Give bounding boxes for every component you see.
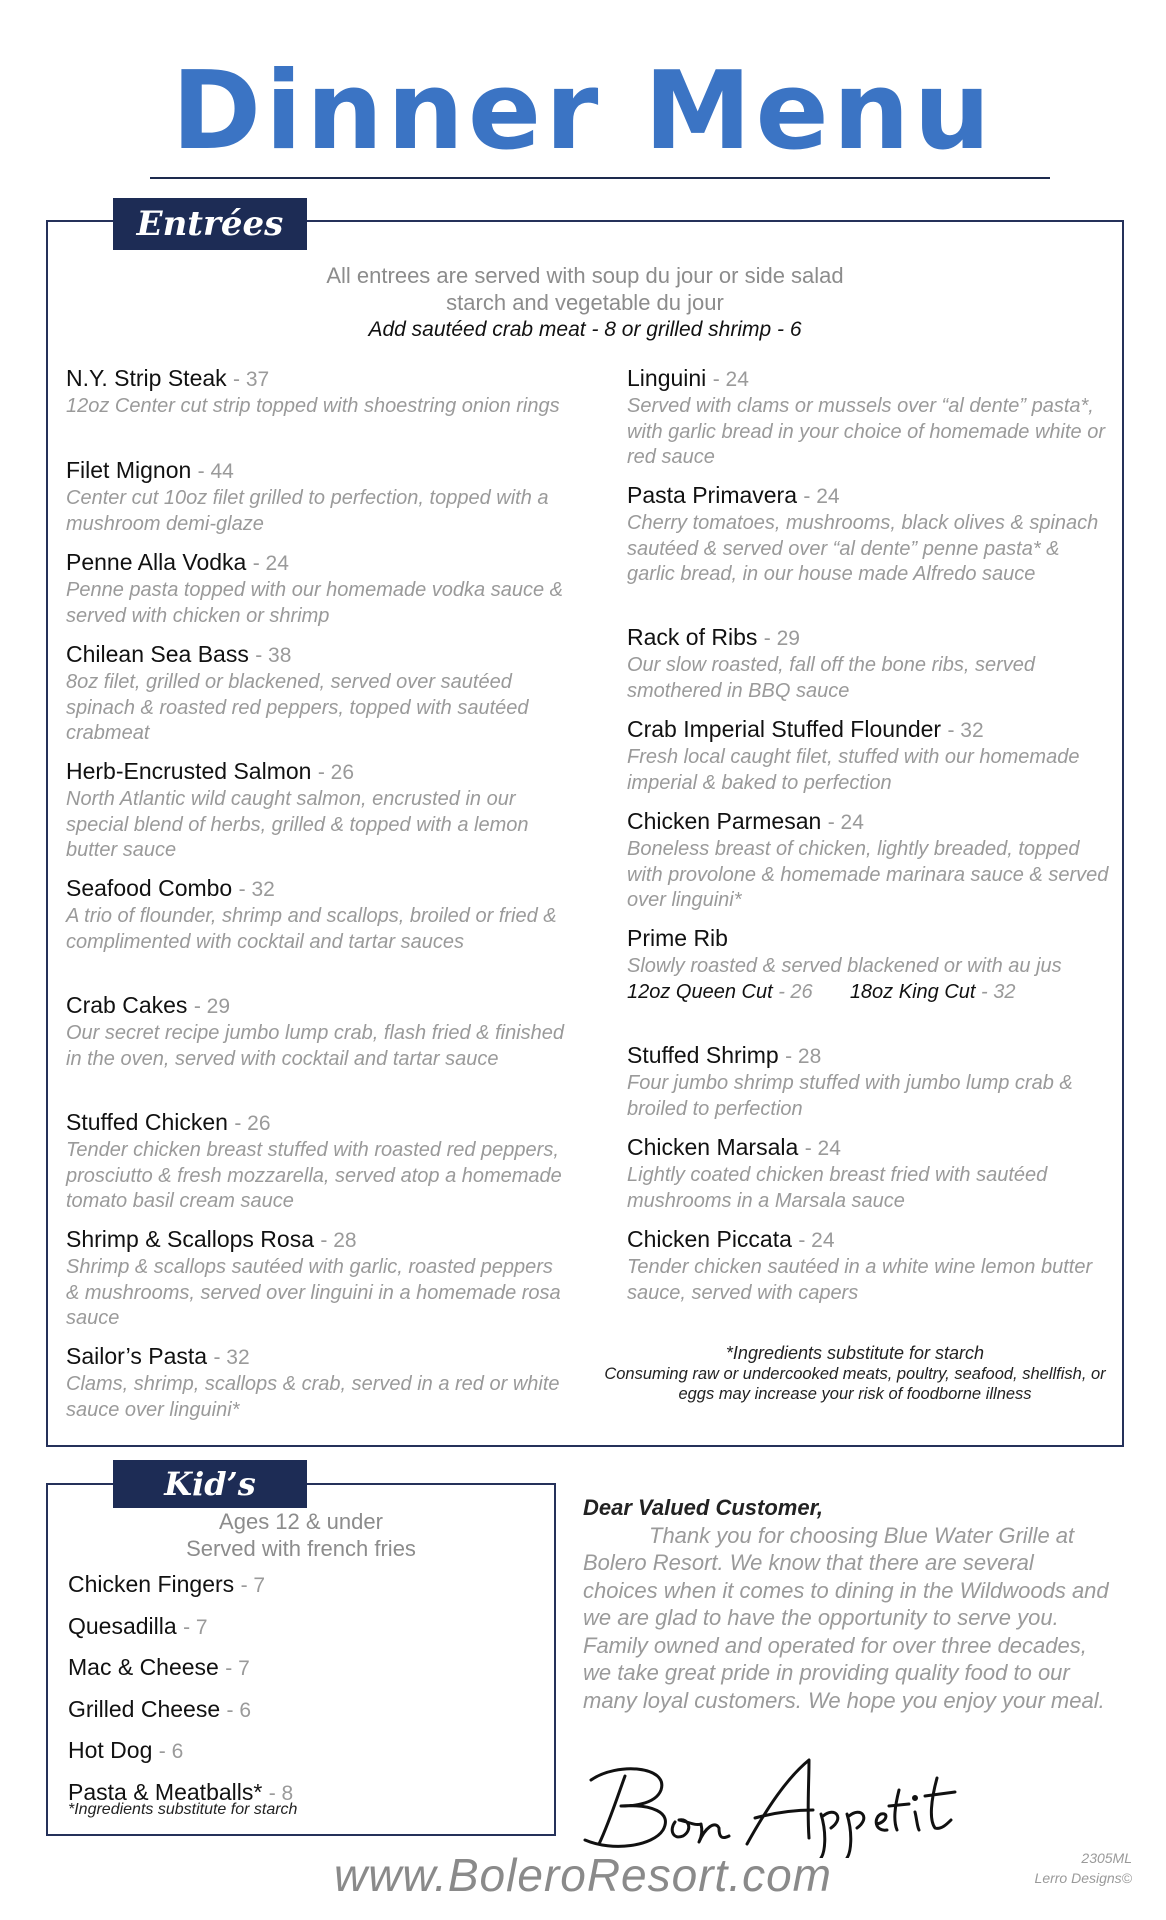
item-name: Chilean Sea Bass [66, 641, 249, 667]
item-description: Four jumbo shrimp stuffed with jumbo lump crab & broiled to perfection [627, 1072, 1073, 1120]
item-price: - 24 [827, 811, 864, 834]
menu-item [627, 924, 1112, 1041]
item-name: Stuffed Chicken [66, 1109, 228, 1135]
item-price: - 32 [947, 719, 984, 742]
bon-appetit-signature [577, 1748, 977, 1858]
king-cut-label: 18oz King Cut [849, 980, 976, 1003]
entrees-intro-line2: starch and vegetable du jour [446, 290, 724, 315]
item-price: - 24 [712, 368, 749, 391]
item-name: Filet Mignon [66, 457, 192, 483]
item-name: Quesadilla [68, 1612, 177, 1639]
menu-item [66, 991, 566, 1108]
kids-item [68, 1653, 548, 1695]
menu-item [66, 757, 566, 874]
item-price: - 28 [785, 1045, 822, 1068]
item-name: Herb-Encrusted Salmon [66, 758, 312, 784]
kids-starch-note: *Ingredients substitute for starch [68, 1801, 298, 1818]
item-name: Mac & Cheese [68, 1654, 219, 1680]
menu-title: Dinner Menu [171, 49, 995, 174]
item-name: N.Y. Strip Steak [66, 365, 227, 391]
item-name: Crab Imperial Stuffed Flounder [627, 716, 942, 742]
menu-item [66, 1225, 566, 1342]
item-name: Grilled Cheese [68, 1695, 221, 1722]
item-description: Served with clams or mussels over “al dente” pasta*, with garlic bread in your choice of homemade white or red sauce [627, 395, 1106, 468]
item-name: Prime Rib [627, 925, 728, 951]
menu-item [66, 640, 566, 757]
item-price: - 8 [268, 1781, 294, 1805]
item-name: Sailor’s Pasta [66, 1343, 208, 1369]
title-divider [150, 177, 1050, 179]
design-code: 2305ML [1081, 1850, 1132, 1866]
item-price: - 24 [798, 1229, 835, 1252]
menu-item [66, 874, 566, 991]
starch-note: *Ingredients substitute for starch [725, 1343, 985, 1363]
entrees-intro-line1: All entrees are served with soup du jour or side salad [326, 263, 844, 288]
customer-letter [583, 1494, 1113, 1714]
item-description: Our slow roasted, fall off the bone ribs, served smothered in BBQ sauce [627, 654, 1035, 702]
item-price: - 7 [225, 1657, 250, 1680]
item-description: Shrimp & scallops sautéed with garlic, roasted peppers & mushrooms, served over linguini in a homemade rosa sauce [66, 1256, 561, 1329]
entrees-left-column [66, 364, 566, 1434]
item-name: Shrimp & Scallops Rosa [66, 1226, 314, 1252]
item-price: - 44 [197, 460, 234, 483]
item-name: Chicken Piccata [627, 1226, 792, 1252]
menu-item [66, 1342, 566, 1434]
item-price: - 6 [226, 1698, 252, 1722]
item-price: - 7 [240, 1574, 266, 1597]
food-safety-warning: Consuming raw or undercooked meats, poultry, seafood, shellfish, or eggs may increase your risk of foodborne illness [604, 1365, 1106, 1403]
item-description: Boneless breast of chicken, lightly breaded, topped with provolone & homemade marinara sauce & served over linguini* [627, 838, 1109, 911]
queen-cut-label: 12oz Queen Cut [627, 980, 773, 1003]
menu-item [66, 548, 566, 640]
kids-item [68, 1570, 548, 1612]
entrees-right-column [627, 364, 1112, 1317]
item-description: Cherry tomatoes, mushrooms, black olives & spinach sautéed & served over “al dente” penne pasta* & garlic bread, in our house made Alfredo sauce [627, 512, 1099, 585]
item-price: - 26 [234, 1112, 271, 1135]
item-price: - 28 [320, 1229, 357, 1252]
item-name: Pasta Primavera [627, 482, 798, 508]
menu-item [66, 1108, 566, 1225]
menu-item [627, 1225, 1112, 1317]
item-price: - 29 [763, 627, 800, 650]
item-price: - 7 [183, 1615, 208, 1639]
item-name: Hot Dog [68, 1737, 153, 1763]
designer-credit: Lerro Designs© [1034, 1870, 1132, 1886]
item-price: - 24 [804, 1137, 841, 1160]
item-price: - 37 [233, 368, 270, 391]
item-name: Rack of Ribs [627, 624, 758, 650]
item-price: - 32 [213, 1346, 250, 1369]
item-name: Linguini [627, 365, 707, 391]
item-description: 8oz filet, grilled or blackened, served over sautéed spinach & roasted red peppers, topped with sautéed crabmeat [66, 671, 529, 744]
item-price: - 26 [317, 761, 355, 784]
item-name: Stuffed Shrimp [627, 1042, 779, 1068]
kids-item [68, 1736, 548, 1778]
website-url: www.BoleroResort.com [333, 1849, 833, 1901]
item-price: - 32 [238, 878, 275, 901]
item-description: A trio of flounder, shrimp and scallops, broiled or fried & complimented with cocktail and tartar sauces [66, 905, 557, 953]
menu-item [66, 456, 566, 548]
item-price: - 24 [252, 552, 289, 575]
menu-item [627, 481, 1112, 623]
item-description: Slowly roasted & served blackened or with au jus [627, 955, 1062, 977]
item-price: - 24 [803, 485, 840, 508]
menu-item [627, 807, 1112, 924]
kids-intro-line2: Served with french fries [186, 1536, 416, 1561]
item-name: Seafood Combo [66, 875, 233, 901]
item-description: Tender chicken sautéed in a white wine lemon butter sauce, served with capers [627, 1256, 1093, 1304]
item-name: Crab Cakes [66, 992, 188, 1018]
item-description: Tender chicken breast stuffed with roasted red peppers, prosciutto & fresh mozzarella, served atop a homemade tomato basil cream sauce [66, 1139, 562, 1212]
item-name: Chicken Marsala [627, 1134, 799, 1160]
item-price: - 38 [255, 644, 292, 667]
entrees-notes [600, 1342, 1110, 1404]
item-description: Our secret recipe jumbo lump crab, flash fried & finished in the oven, served with cocktail and tartar sauce [66, 1022, 564, 1070]
entrees-add-on: Add sautéed crab meat - 8 or grilled shrimp - 6 [368, 318, 802, 341]
item-name: Penne Alla Vodka [66, 549, 247, 575]
item-description: North Atlantic wild caught salmon, encrusted in our special blend of herbs, grilled & topped with a lemon butter sauce [66, 788, 529, 861]
letter-greeting: Dear Valued Customer, [583, 1495, 824, 1520]
design-credit [1035, 1848, 1132, 1888]
item-name: Pasta & Meatballs* [68, 1778, 263, 1805]
item-description: Center cut 10oz filet grilled to perfection, topped with a mushroom demi-glaze [66, 487, 549, 535]
entrees-tab-label: Entrées [113, 198, 307, 250]
menu-item [627, 623, 1112, 715]
menu-item [627, 1133, 1112, 1225]
kids-tab-label: Kid’s Meals [113, 1460, 307, 1508]
queen-cut-price: - 26 [778, 980, 813, 1003]
menu-item [627, 1041, 1112, 1133]
item-description: Penne pasta topped with our homemade vodka sauce & served with chicken or shrimp [66, 579, 563, 627]
item-description: Fresh local caught filet, stuffed with our homemade imperial & baked to perfection [627, 746, 1080, 794]
letter-body: Thank you for choosing Blue Water Grille at Bolero Resort. We know that there are several choices when it comes to dining in the Wildwoods and we are glad to have the opportunity to serve you. Family owned and operated for over three decades, we take great pride in providing quality food to our many loyal customers. We hope you enjoy your meal. [583, 1522, 1109, 1713]
item-description: Clams, shrimp, scallops & crab, served in a red or white sauce over linguini* [66, 1373, 560, 1421]
prime-rib-sizes [627, 980, 1112, 1005]
menu-item [627, 364, 1112, 481]
kids-menu-list [68, 1570, 548, 1819]
item-name: Chicken Parmesan [627, 808, 822, 834]
menu-item [627, 715, 1112, 807]
king-cut-price: - 32 [981, 980, 1016, 1003]
item-description: 12oz Center cut strip topped with shoestring onion rings [66, 395, 560, 417]
item-name: Chicken Fingers [68, 1571, 235, 1597]
item-price: - 29 [193, 995, 231, 1018]
kids-item [68, 1695, 548, 1737]
kids-item [68, 1612, 548, 1654]
item-price: - 6 [158, 1740, 184, 1763]
kids-intro-line1: Ages 12 & under [219, 1509, 383, 1534]
menu-item [66, 364, 566, 456]
item-description: Lightly coated chicken breast fried with sautéed mushrooms in a Marsala sauce [627, 1164, 1048, 1212]
